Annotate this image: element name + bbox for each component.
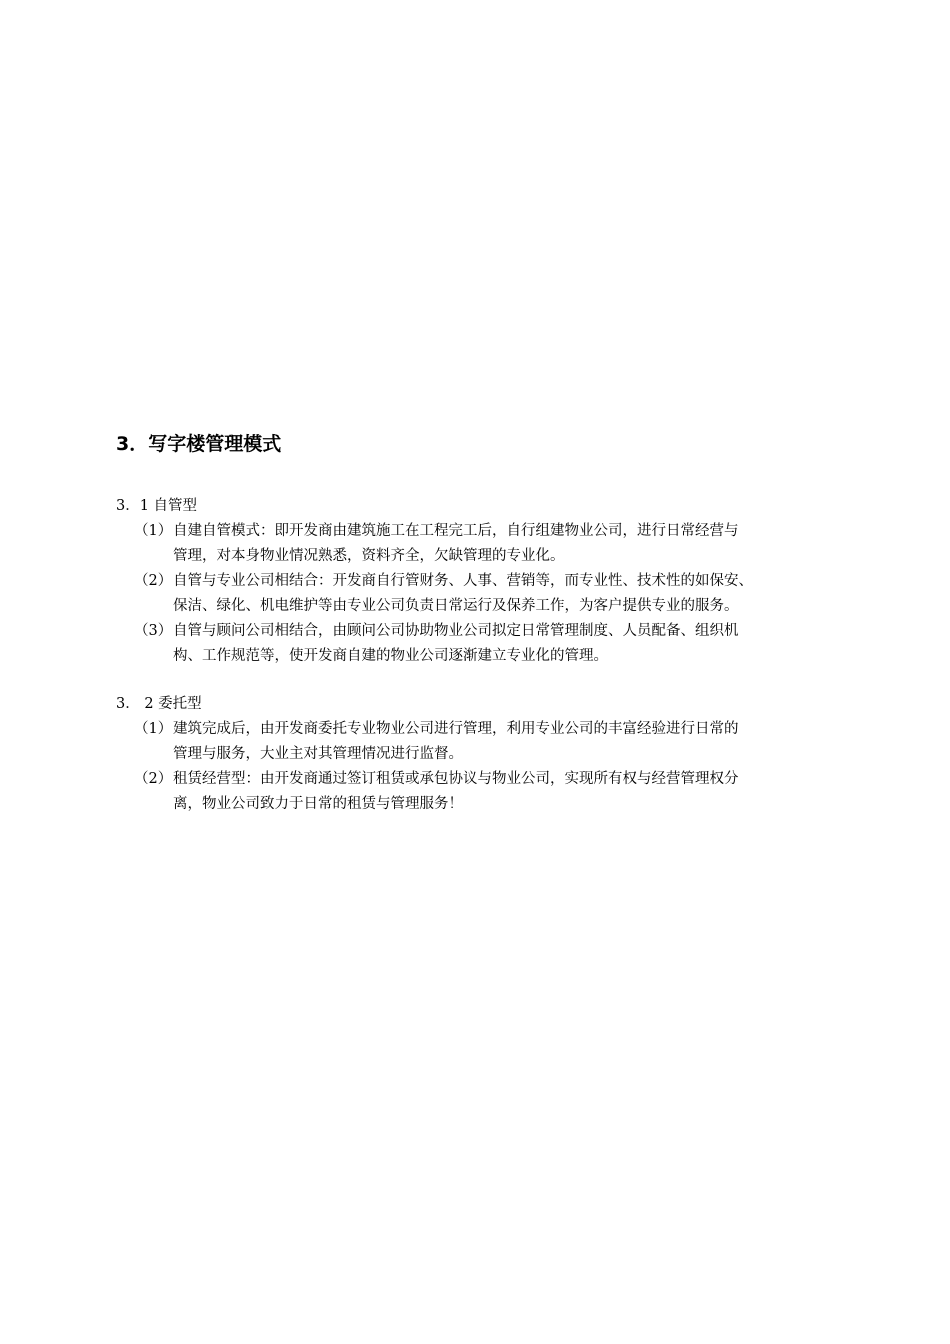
- section-heading: 3．写字楼管理模式: [116, 433, 282, 455]
- item-text-line: 自管与顾问公司相结合，由顾问公司协助物业公司拟定日常管理制度、人员配备、组织机: [173, 623, 739, 639]
- list-item: [116, 717, 856, 767]
- item-text-line: 保洁、绿化、机电维护等由专业公司负责日常运行及保养工作，为客户提供专业的服务。: [173, 598, 739, 614]
- item-number: （2）: [134, 771, 173, 787]
- item-text-line: 建筑完成后，由开发商委托专业物业公司进行管理，利用专业公司的丰富经验进行日常的: [173, 721, 739, 737]
- item-text-line: 构、工作规范等，使开发商自建的物业公司逐渐建立专业化的管理。: [173, 648, 608, 664]
- item-text-line: 管理，对本身物业情况熟悉，资料齐全，欠缺管理的专业化。: [173, 548, 565, 564]
- subsection-title: 3．1 自管型: [116, 498, 198, 514]
- list-item: [116, 619, 856, 669]
- subsection-entrusted: [116, 692, 856, 817]
- list-item: [116, 519, 856, 569]
- item-text-line: 租赁经营型：由开发商通过签订租赁或承包协议与物业公司，实现所有权与经营管理权分: [173, 771, 739, 787]
- list-item: [116, 767, 856, 817]
- item-number: （1）: [134, 523, 173, 539]
- list-item: [116, 569, 856, 619]
- item-text-line: 离，物业公司致力于日常的租赁与管理服务！: [173, 796, 463, 812]
- subsection-self-managed: [116, 494, 856, 669]
- item-text-line: 自建自管模式：即开发商由建筑施工在工程完工后，自行组建物业公司，进行日常经营与: [173, 523, 739, 539]
- item-number: （2）: [134, 573, 173, 589]
- item-number: （1）: [134, 721, 173, 737]
- item-text-line: 自管与专业公司相结合：开发商自行管财务、人事、营销等，而专业性、技术性的如保安、: [173, 573, 753, 589]
- subsection-title: 3． 2 委托型: [116, 696, 202, 712]
- item-text-line: 管理与服务，大业主对其管理情况进行监督。: [173, 746, 463, 762]
- item-number: （3）: [134, 623, 173, 639]
